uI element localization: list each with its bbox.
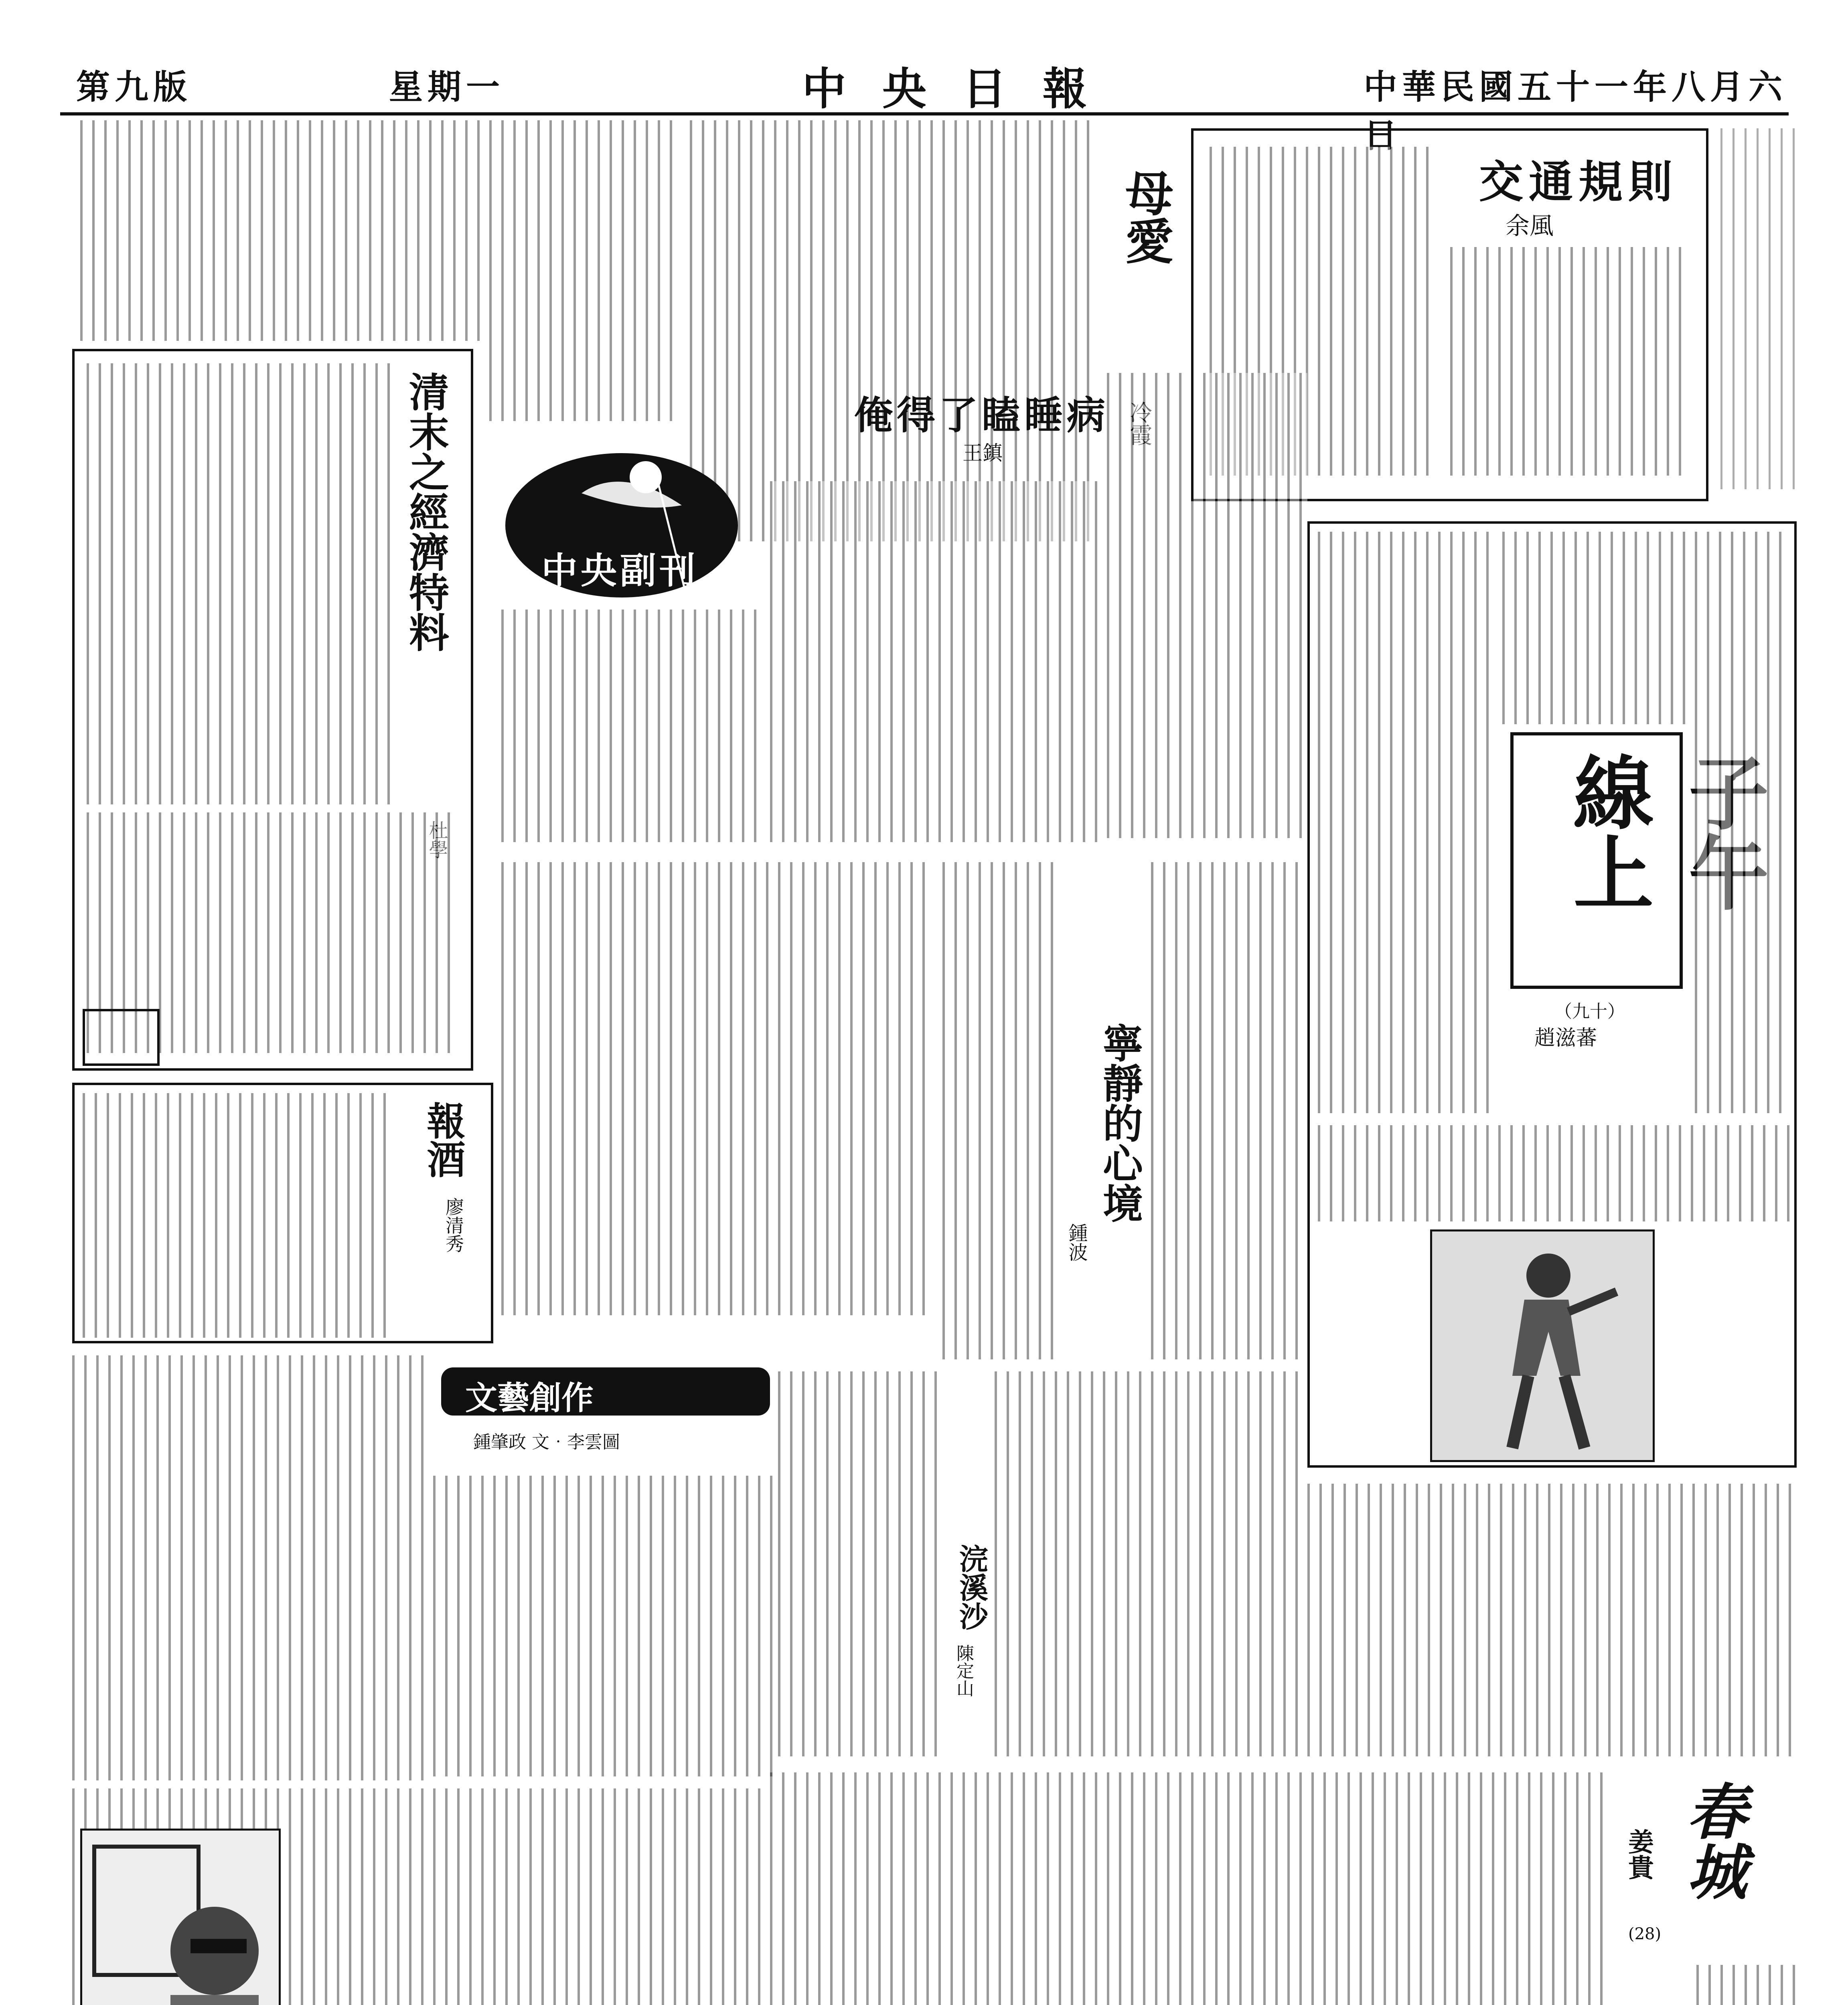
noon-illustration [1430,1229,1655,1462]
series-body [433,1476,774,1776]
economy-article [72,349,473,1071]
wine-author: 廖清秀 [443,1197,464,1253]
supplement-logo [501,449,750,602]
series-banner [433,1355,786,1468]
mother-title: 母愛 [1117,168,1174,265]
wine-title: 報酒 [421,1101,466,1178]
calm-author: 鍾波 [1065,1223,1088,1262]
mother-body [690,120,1099,541]
series-title: 文藝創作 [465,1379,594,1417]
noon-episode: （九十） [1554,1001,1625,1022]
noon-body-top [1502,532,1687,724]
noon-author: 趙滋蕃 [1534,1026,1597,1050]
seal-icon [83,1009,160,1066]
noon-body-left [1318,532,1494,1113]
middle-body [1107,373,1307,838]
sleep-body-2 [501,610,758,842]
edition-label: 第九版 [76,67,192,107]
wine-article [72,1083,493,1343]
spring-title: 春城 [1676,1780,1747,1901]
traffic-title: 交通規則 [1479,156,1678,208]
sleep-author: 王鎮 [962,442,1003,465]
center-body [501,862,934,1315]
mother-author: 冷霞 [1126,401,1152,446]
spring-body-right [1696,1965,1797,2005]
date-label: 中華民國五十一年八月六日 [1364,67,1787,155]
poem-body-right [995,1371,1299,1756]
right-column-text [1720,128,1797,489]
spring-author: 姜貴 [1624,1829,1654,1880]
noon-body-bottom [1318,1125,1791,1221]
spring-episode: (28) [1628,1925,1662,1943]
poem-body-left [778,1371,938,1756]
noon-body-right [1695,532,1791,1113]
economy-body [87,363,399,804]
sleep-title: 俺得了瞌睡病 [854,393,1109,438]
series-title-block [441,1367,770,1416]
calm-body-right [1151,862,1299,1359]
economy-title: 清末之經濟特料 [402,371,450,652]
masthead [60,48,1789,155]
weekday-label: 星期一 [389,67,505,107]
noon-article [1307,521,1797,1468]
poem-author: 陳定山 [953,1644,974,1697]
top-mid-body [489,341,674,421]
newspaper-name: 中央日報 [802,63,1123,115]
right-lower-body [1307,1484,1797,1756]
traffic-body-right [1450,247,1691,476]
top-left-body [80,120,674,341]
supplement-title: 中央副刊 [541,549,699,592]
calm-title: 寧靜的心境 [1096,1023,1143,1223]
noon-title: 子午線上 [1560,751,1769,912]
economy-author: 杜學 [426,820,448,859]
man-illustration-icon [1432,1231,1653,1460]
portrait-illustration [80,1829,281,2005]
man-with-glasses-icon [82,1831,279,2005]
noon-title-box [1510,732,1769,989]
traffic-author: 余風 [1506,212,1554,240]
series-author: 鍾肇政 文‧李雲圖 [473,1432,620,1452]
poem-title: 浣溪沙 [954,1544,989,1630]
spring-body [770,1772,1604,2005]
wine-body [83,1093,395,1338]
series-body-left [72,1355,425,1780]
calm-body-left [942,862,1059,1359]
sleep-body [770,481,1099,842]
